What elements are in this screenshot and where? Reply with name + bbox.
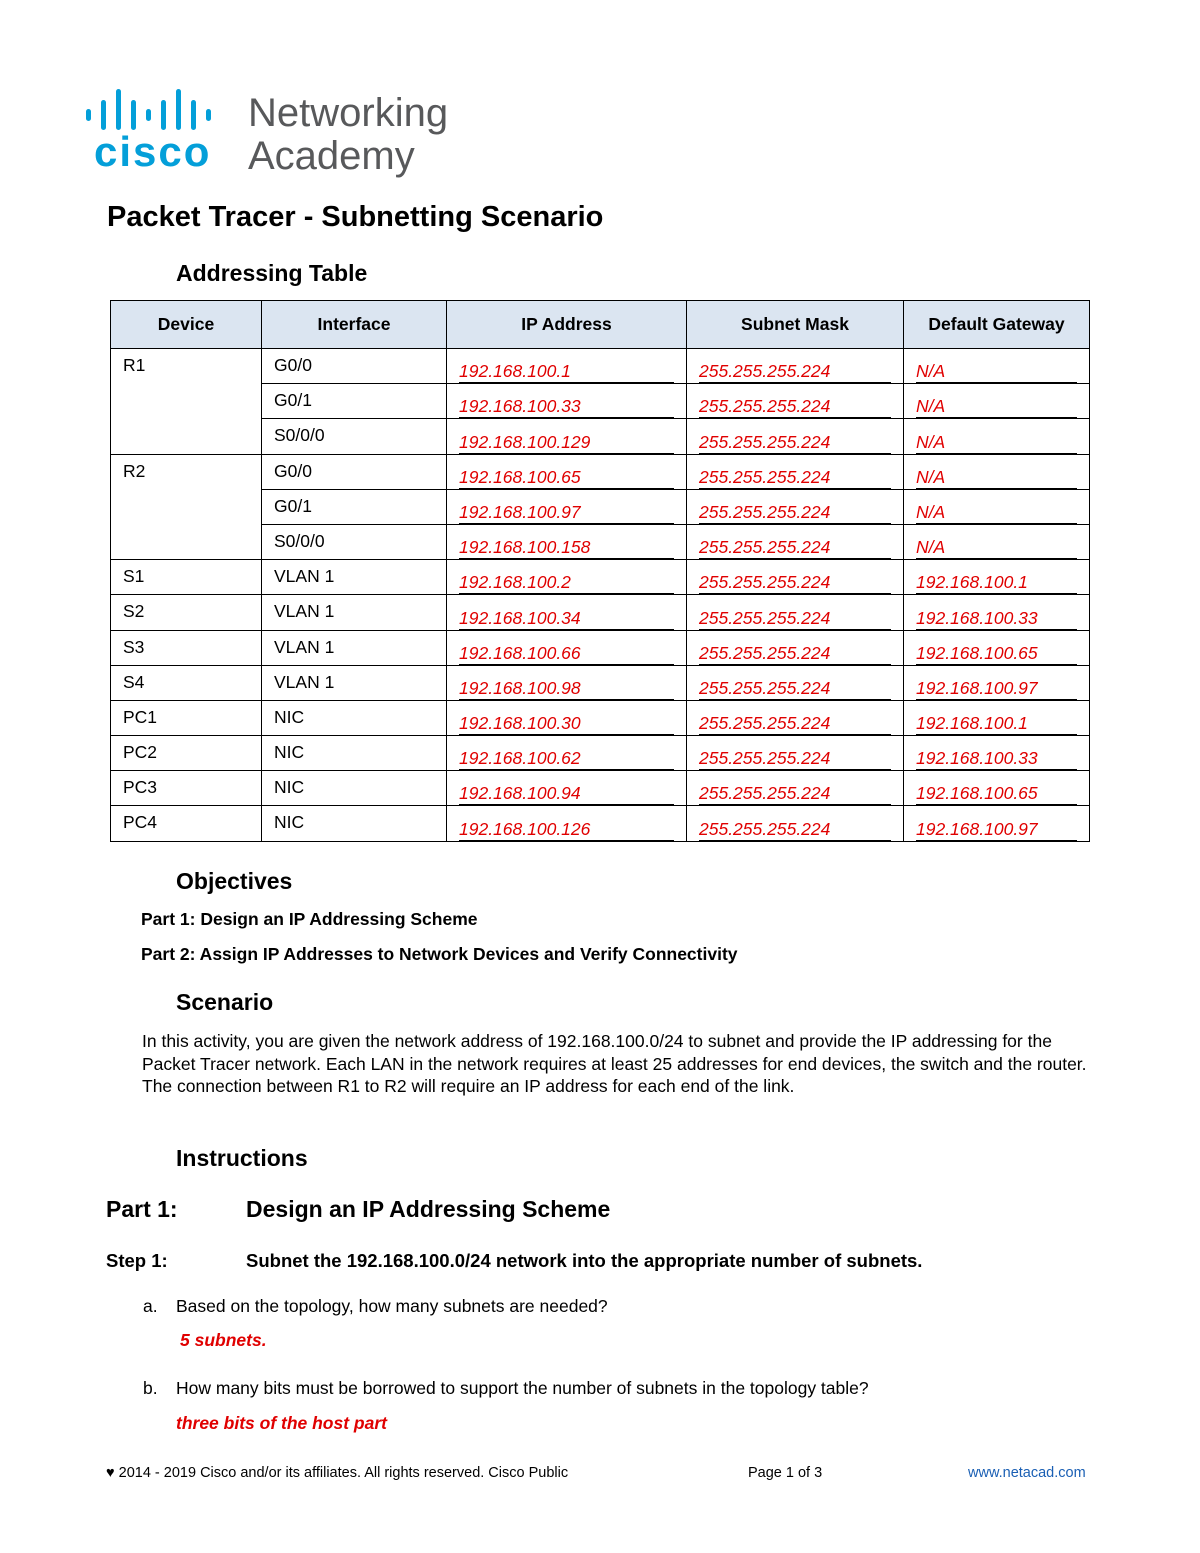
col-header-subnet-mask: Subnet Mask <box>687 301 904 349</box>
scenario-text: In this activity, you are given the network address of 192.168.100.0/24 to subnet and provide the IP addressing for the Packet Tracer network. Each LAN in the network requires at least 25 addresses for end devices, the switch and the router. The connection between R1 to R2 will require an IP address for each end of the link. <box>142 1031 1087 1096</box>
table-row <box>111 595 1090 630</box>
objective-part-1: Part 1: Design an IP Addressing Scheme <box>141 909 478 929</box>
ip-address-cell: 192.168.100.97 <box>459 502 674 524</box>
interface-cell: G0/1 <box>262 489 447 524</box>
ip-address-cell: 192.168.100.94 <box>459 783 674 805</box>
interface-cell: NIC <box>262 771 447 806</box>
table-row <box>111 771 1090 806</box>
col-header-device: Device <box>111 301 262 349</box>
ip-address-cell: 192.168.100.2 <box>459 572 674 594</box>
scenario-heading: Scenario <box>176 989 274 1015</box>
table-row <box>111 700 1090 735</box>
interface-cell: NIC <box>262 700 447 735</box>
col-header-interface: Interface <box>262 301 447 349</box>
device-cell: PC4 <box>111 806 262 841</box>
subnet-mask-cell: 255.255.255.224 <box>699 361 891 383</box>
ip-address-cell: 192.168.100.34 <box>459 608 674 630</box>
subnet-mask-cell: 255.255.255.224 <box>699 537 891 559</box>
interface-cell: G0/0 <box>262 454 447 489</box>
subnet-mask-cell: 255.255.255.224 <box>699 748 891 770</box>
gateway-cell: N/A <box>916 537 1077 559</box>
table-header-row <box>111 301 1090 349</box>
gateway-cell: 192.168.100.1 <box>916 713 1077 735</box>
col-header-default-gateway: Default Gateway <box>904 301 1090 349</box>
subnet-mask-cell: 255.255.255.224 <box>699 467 891 489</box>
objectives-heading: Objectives <box>176 868 293 894</box>
table-row <box>111 349 1090 384</box>
gateway-cell: 192.168.100.97 <box>916 678 1077 700</box>
table-row <box>111 630 1090 665</box>
interface-cell: VLAN 1 <box>262 630 447 665</box>
device-cell: R2 <box>111 454 262 560</box>
col-header-ip-address: IP Address <box>447 301 687 349</box>
question-b-letter: b. <box>143 1378 158 1398</box>
interface-cell: G0/1 <box>262 384 447 419</box>
gateway-cell: 192.168.100.33 <box>916 608 1077 630</box>
gateway-cell: N/A <box>916 467 1077 489</box>
footer-url-link[interactable]: www.netacad.com <box>968 1465 1086 1481</box>
gateway-cell: 192.168.100.1 <box>916 572 1077 594</box>
ip-address-cell: 192.168.100.33 <box>459 396 674 418</box>
ip-address-cell: 192.168.100.30 <box>459 713 674 735</box>
document-title: Packet Tracer - Subnetting Scenario <box>107 201 604 233</box>
device-cell: S1 <box>111 560 262 595</box>
table-row <box>111 454 1090 489</box>
logo-line-networking: Networking <box>248 91 449 135</box>
ip-address-cell: 192.168.100.129 <box>459 432 674 454</box>
interface-cell: G0/0 <box>262 349 447 384</box>
gateway-cell: 192.168.100.65 <box>916 783 1077 805</box>
instructions-heading: Instructions <box>176 1145 308 1171</box>
step-1-title: Subnet the 192.168.100.0/24 network into the appropriate number of subnets. <box>246 1250 923 1271</box>
device-cell: S3 <box>111 630 262 665</box>
table-row <box>111 560 1090 595</box>
cisco-logo-icon <box>84 86 474 186</box>
subnet-mask-cell: 255.255.255.224 <box>699 819 891 841</box>
gateway-cell: 192.168.100.65 <box>916 643 1077 665</box>
device-cell: S2 <box>111 595 262 630</box>
gateway-cell: N/A <box>916 432 1077 454</box>
interface-cell: NIC <box>262 806 447 841</box>
device-cell: S4 <box>111 665 262 700</box>
table-row <box>111 665 1090 700</box>
ip-address-cell: 192.168.100.65 <box>459 467 674 489</box>
ip-address-cell: 192.168.100.62 <box>459 748 674 770</box>
question-b-text: How many bits must be borrowed to support the number of subnets in the topology table? <box>176 1378 869 1398</box>
footer-page-number: Page 1 of 3 <box>748 1465 823 1481</box>
gateway-cell: N/A <box>916 396 1077 418</box>
gateway-cell: N/A <box>916 361 1077 383</box>
interface-cell: VLAN 1 <box>262 595 447 630</box>
subnet-mask-cell: 255.255.255.224 <box>699 678 891 700</box>
subnet-mask-cell: 255.255.255.224 <box>699 643 891 665</box>
footer-copyright: ♥ 2014 - 2019 Cisco and/or its affiliates. All rights reserved. Cisco Public <box>106 1465 569 1481</box>
addressing-table <box>110 300 1090 842</box>
gateway-cell: 192.168.100.97 <box>916 819 1077 841</box>
part-1-title: Design an IP Addressing Scheme <box>246 1196 611 1222</box>
question-a-text: Based on the topology, how many subnets are needed? <box>176 1296 608 1316</box>
subnet-mask-cell: 255.255.255.224 <box>699 713 891 735</box>
addressing-table-heading: Addressing Table <box>176 260 368 286</box>
subnet-mask-cell: 255.255.255.224 <box>699 572 891 594</box>
subnet-mask-cell: 255.255.255.224 <box>699 608 891 630</box>
ip-address-cell: 192.168.100.126 <box>459 819 674 841</box>
interface-cell: S0/0/0 <box>262 524 447 559</box>
interface-cell: VLAN 1 <box>262 560 447 595</box>
ip-address-cell: 192.168.100.98 <box>459 678 674 700</box>
part-1-label: Part 1: <box>106 1196 178 1222</box>
subnet-mask-cell: 255.255.255.224 <box>699 432 891 454</box>
device-cell: PC2 <box>111 736 262 771</box>
question-a-letter: a. <box>143 1296 158 1316</box>
interface-cell: S0/0/0 <box>262 419 447 454</box>
device-cell: PC1 <box>111 700 262 735</box>
logo-line-academy: Academy <box>248 134 415 178</box>
gateway-cell: 192.168.100.33 <box>916 748 1077 770</box>
ip-address-cell: 192.168.100.158 <box>459 537 674 559</box>
interface-cell: NIC <box>262 736 447 771</box>
subnet-mask-cell: 255.255.255.224 <box>699 502 891 524</box>
question-b-answer: three bits of the host part <box>176 1413 387 1433</box>
subnet-mask-cell: 255.255.255.224 <box>699 783 891 805</box>
question-a-answer: 5 subnets. <box>180 1330 267 1350</box>
objective-part-2: Part 2: Assign IP Addresses to Network Devices and Verify Connectivity <box>141 944 738 964</box>
device-cell: R1 <box>111 349 262 455</box>
cisco-wordmark: cisco <box>94 128 212 175</box>
device-cell: PC3 <box>111 771 262 806</box>
gateway-cell: N/A <box>916 502 1077 524</box>
ip-address-cell: 192.168.100.66 <box>459 643 674 665</box>
step-1-label: Step 1: <box>106 1250 168 1271</box>
table-row <box>111 806 1090 841</box>
interface-cell: VLAN 1 <box>262 665 447 700</box>
table-row <box>111 736 1090 771</box>
subnet-mask-cell: 255.255.255.224 <box>699 396 891 418</box>
cisco-networking-academy-logo <box>84 86 474 186</box>
ip-address-cell: 192.168.100.1 <box>459 361 674 383</box>
